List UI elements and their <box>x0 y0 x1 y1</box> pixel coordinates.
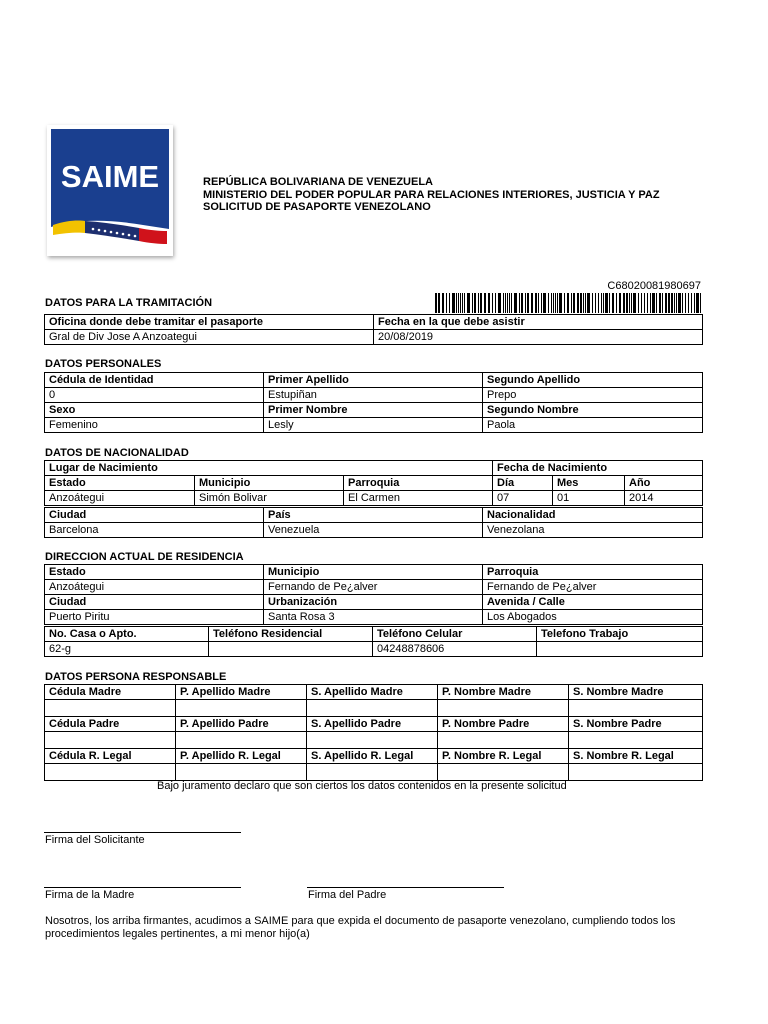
header-s-nombre-legal: S. Nombre R. Legal <box>569 749 703 764</box>
header-segundo-apellido: Segundo Apellido <box>483 373 703 388</box>
value-segundo-apellido: Prepo <box>483 388 703 403</box>
header-cedula-legal: Cédula R. Legal <box>45 749 176 764</box>
header-p-apellido-legal: P. Apellido R. Legal <box>176 749 307 764</box>
signature-line-padre <box>307 887 504 888</box>
value-municipio-residencia: Fernando de Pe¿alver <box>264 580 483 595</box>
header-urbanizacion: Urbanización <box>264 595 483 610</box>
header-municipio-residencia: Municipio <box>264 565 483 580</box>
signature-label-padre: Firma del Padre <box>308 889 387 901</box>
header-p-apellido-padre: P. Apellido Padre <box>176 717 307 732</box>
signature-label-solicitante: Firma del Solicitante <box>45 834 145 846</box>
header-ministry: MINISTERIO DEL PODER POPULAR PARA RELACIONES INTERIORES, JUSTICIA Y PAZ <box>203 188 660 201</box>
header-cedula-padre: Cédula Padre <box>45 717 176 732</box>
residencia-table-2 <box>44 626 703 657</box>
value-sexo: Femenino <box>45 418 264 433</box>
header-segundo-nombre: Segundo Nombre <box>483 403 703 418</box>
value-s-nombre-madre <box>569 700 703 717</box>
header-municipio: Municipio <box>195 476 344 491</box>
tramitacion-table <box>44 314 703 345</box>
value-cedula-legal <box>45 764 176 781</box>
header-tel-residencial: Teléfono Residencial <box>209 627 373 642</box>
header-primer-apellido: Primer Apellido <box>264 373 483 388</box>
value-tel-residencial <box>209 642 373 657</box>
value-primer-nombre: Lesly <box>264 418 483 433</box>
value-p-apellido-legal <box>176 764 307 781</box>
header-p-nombre-legal: P. Nombre R. Legal <box>438 749 569 764</box>
value-mes: 01 <box>553 491 625 506</box>
value-p-nombre-madre <box>438 700 569 717</box>
value-dia: 07 <box>493 491 553 506</box>
header-parroquia-residencia: Parroquia <box>483 565 703 580</box>
value-cedula: 0 <box>45 388 264 403</box>
value-fecha-asistir: 20/08/2019 <box>374 330 703 345</box>
header-primer-nombre: Primer Nombre <box>264 403 483 418</box>
header-s-apellido-padre: S. Apellido Padre <box>307 717 438 732</box>
header-s-nombre-madre: S. Nombre Madre <box>569 685 703 700</box>
responsable-table <box>44 684 703 781</box>
header-avenida: Avenida / Calle <box>483 595 703 610</box>
signature-line-madre <box>44 887 241 888</box>
saime-logo <box>47 125 173 256</box>
value-avenida: Los Abogados <box>483 610 703 625</box>
section-title-tramitacion: DATOS PARA LA TRAMITACIÓN <box>45 297 213 309</box>
header-s-nombre-padre: S. Nombre Padre <box>569 717 703 732</box>
header-p-apellido-madre: P. Apellido Madre <box>176 685 307 700</box>
header-estado: Estado <box>45 476 195 491</box>
header-pais: País <box>264 508 483 523</box>
value-s-apellido-legal <box>307 764 438 781</box>
section-title-responsable: DATOS PERSONA RESPONSABLE <box>45 671 227 683</box>
value-p-apellido-padre <box>176 732 307 749</box>
value-ciudad-residencia: Puerto Piritu <box>45 610 264 625</box>
value-cedula-madre <box>45 700 176 717</box>
header-oficina: Oficina donde debe tramitar el pasaporte <box>45 315 374 330</box>
residencia-table-1 <box>44 564 703 625</box>
personales-table <box>44 372 703 433</box>
header-cedula-madre: Cédula Madre <box>45 685 176 700</box>
header-s-apellido-madre: S. Apellido Madre <box>307 685 438 700</box>
header-tel-celular: Teléfono Celular <box>373 627 537 642</box>
header-s-apellido-legal: S. Apellido R. Legal <box>307 749 438 764</box>
value-s-apellido-padre <box>307 732 438 749</box>
value-primer-apellido: Estupiñan <box>264 388 483 403</box>
nacionalidad-table-2 <box>44 507 703 538</box>
header-dia: Día <box>493 476 553 491</box>
legal-declaration: Nosotros, los arriba firmantes, acudimos a SAIME para que expida el documento de pasaporte venezolano, cumpliendo todos los procedimientos legales pertinentes, a mi menor hijo(a) <box>45 915 676 940</box>
section-title-personales: DATOS PERSONALES <box>45 358 162 370</box>
header-fecha-nacimiento: Fecha de Nacimiento <box>493 461 703 476</box>
value-anio: 2014 <box>625 491 703 506</box>
header-cedula: Cédula de Identidad <box>45 373 264 388</box>
header-p-nombre-madre: P. Nombre Madre <box>438 685 569 700</box>
section-title-nacionalidad: DATOS DE NACIONALIDAD <box>45 447 189 459</box>
value-urbanizacion: Santa Rosa 3 <box>264 610 483 625</box>
header-parroquia: Parroquia <box>344 476 493 491</box>
document-header <box>203 176 660 214</box>
value-oficina: Gral de Div Jose A Anzoategui <box>45 330 374 345</box>
header-ciudad-residencia: Ciudad <box>45 595 264 610</box>
document-number: C68020081980697 <box>607 280 701 292</box>
header-lugar-nacimiento: Lugar de Nacimiento <box>45 461 493 476</box>
logo-text: SAIME <box>60 159 160 194</box>
value-casa: 62-g <box>45 642 209 657</box>
barcode <box>435 293 701 313</box>
header-mes: Mes <box>553 476 625 491</box>
nacionalidad-table-1 <box>44 460 703 506</box>
header-casa: No. Casa o Apto. <box>45 627 209 642</box>
sworn-statement: Bajo juramento declaro que son ciertos los datos contenidos en la presente solicitud <box>157 780 567 792</box>
value-p-nombre-legal <box>438 764 569 781</box>
value-municipio-nacimiento: Simón Bolivar <box>195 491 344 506</box>
value-p-apellido-madre <box>176 700 307 717</box>
value-parroquia-nacimiento: El Carmen <box>344 491 493 506</box>
header-form-title: SOLICITUD DE PASAPORTE VENEZOLANO <box>203 201 431 213</box>
value-tel-celular: 04248878606 <box>373 642 537 657</box>
value-segundo-nombre: Paola <box>483 418 703 433</box>
value-nacionalidad: Venezolana <box>483 523 703 538</box>
header-sexo: Sexo <box>45 403 264 418</box>
signature-line-solicitante <box>44 832 241 833</box>
value-s-nombre-padre <box>569 732 703 749</box>
section-title-residencia: DIRECCION ACTUAL DE RESIDENCIA <box>45 551 244 563</box>
header-p-nombre-padre: P. Nombre Padre <box>438 717 569 732</box>
header-fecha-asistir: Fecha en la que debe asistir <box>374 315 703 330</box>
value-s-nombre-legal <box>569 764 703 781</box>
value-parroquia-residencia: Fernando de Pe¿alver <box>483 580 703 595</box>
value-tel-trabajo <box>537 642 703 657</box>
value-p-nombre-padre <box>438 732 569 749</box>
value-cedula-padre <box>45 732 176 749</box>
value-ciudad-nacimiento: Barcelona <box>45 523 264 538</box>
value-estado-nacimiento: Anzoátegui <box>45 491 195 506</box>
value-estado-residencia: Anzoátegui <box>45 580 264 595</box>
value-pais: Venezuela <box>264 523 483 538</box>
signature-label-madre: Firma de la Madre <box>45 889 135 901</box>
header-estado-residencia: Estado <box>45 565 264 580</box>
header-republic: REPÚBLICA BOLIVARIANA DE VENEZUELA <box>203 176 433 188</box>
header-tel-trabajo: Telefono Trabajo <box>537 627 703 642</box>
header-nacionalidad: Nacionalidad <box>483 508 703 523</box>
header-anio: Año <box>625 476 703 491</box>
header-ciudad-nacimiento: Ciudad <box>45 508 264 523</box>
value-s-apellido-madre <box>307 700 438 717</box>
